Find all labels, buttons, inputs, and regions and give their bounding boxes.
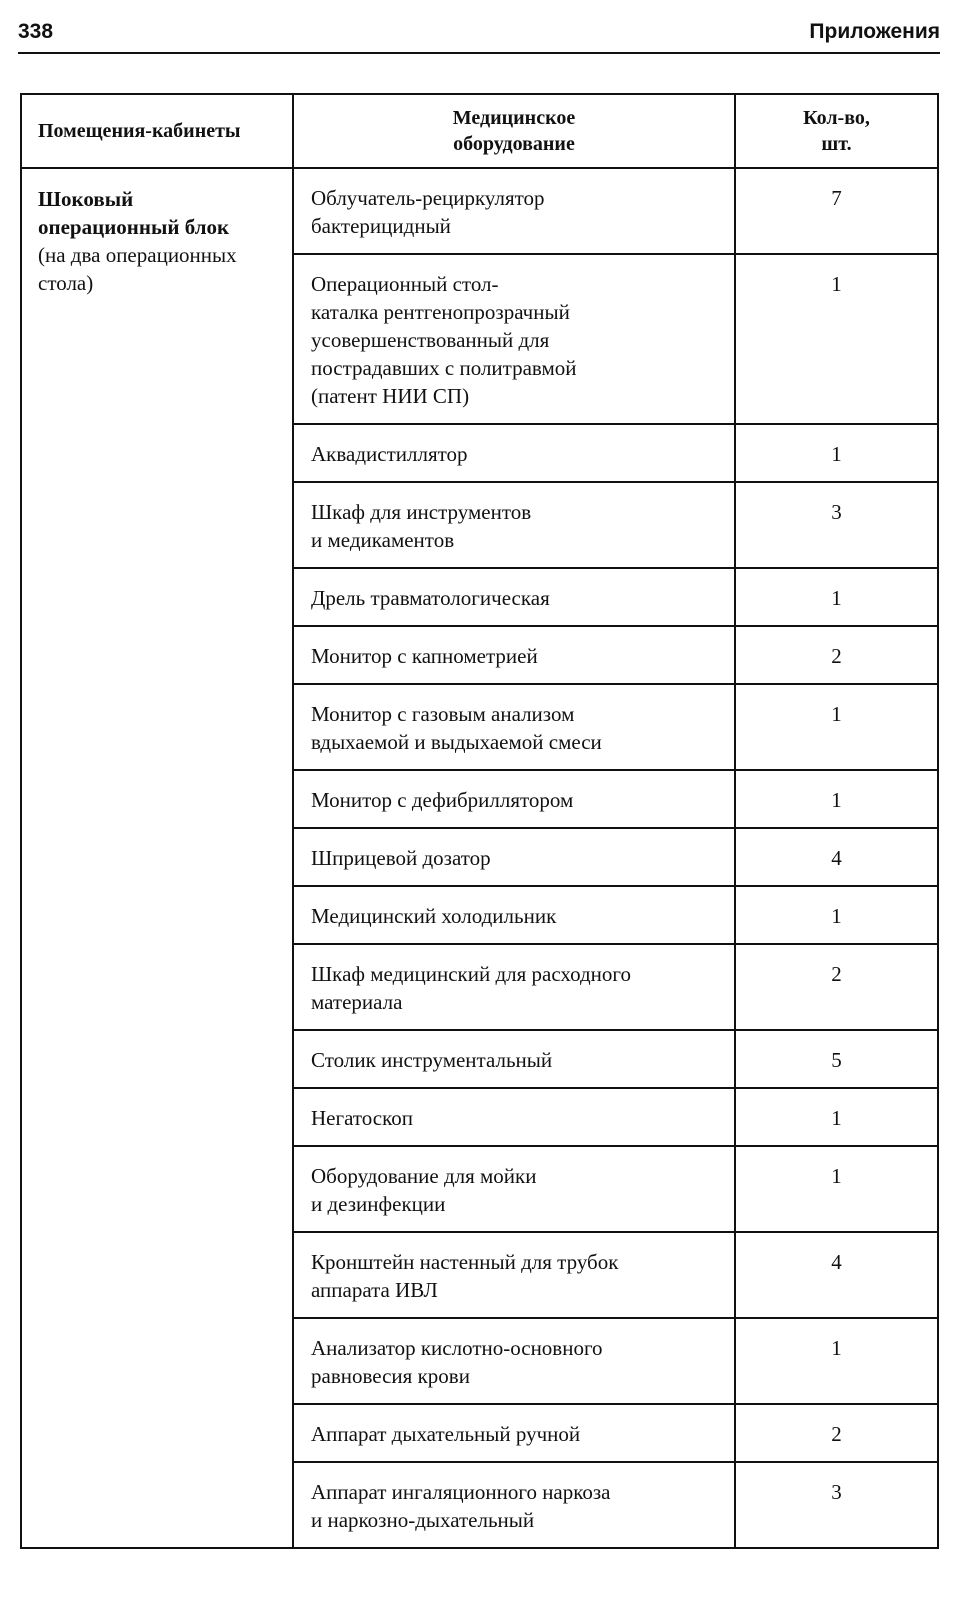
equipment-quantity: 2 xyxy=(735,626,938,684)
table-header-row xyxy=(21,94,938,168)
equipment-name: Операционный стол- каталка рентгенопрозрачный усовершенствованный для пострадавших с политравмой (патент НИИ СП) xyxy=(293,254,735,424)
table-body xyxy=(21,168,938,1548)
equipment-quantity: 2 xyxy=(735,1404,938,1462)
equipment-name: Медицинский холодильник xyxy=(293,886,735,944)
room-cell xyxy=(21,168,293,1548)
equipment-quantity: 4 xyxy=(735,1232,938,1318)
equipment-name: Шкаф медицинский для расходного материала xyxy=(293,944,735,1030)
room-name: Шоковый операционный блок xyxy=(38,187,230,239)
equipment-name: Шприцевой дозатор xyxy=(293,828,735,886)
equipment-name: Монитор с дефибриллятором xyxy=(293,770,735,828)
equipment-quantity: 1 xyxy=(735,254,938,424)
equipment-quantity: 4 xyxy=(735,828,938,886)
equipment-quantity: 1 xyxy=(735,770,938,828)
equipment-quantity: 7 xyxy=(735,168,938,254)
equipment-quantity: 1 xyxy=(735,1088,938,1146)
equipment-name: Столик инструментальный xyxy=(293,1030,735,1088)
equipment-table xyxy=(20,93,939,1549)
equipment-quantity: 1 xyxy=(735,886,938,944)
equipment-quantity: 1 xyxy=(735,1318,938,1404)
equipment-quantity: 1 xyxy=(735,684,938,770)
header-equipment: Медицинское оборудование xyxy=(293,94,735,168)
equipment-quantity: 1 xyxy=(735,424,938,482)
equipment-quantity: 1 xyxy=(735,568,938,626)
header-rooms: Помещения-кабинеты xyxy=(21,94,293,168)
equipment-name: Монитор с газовым анализом вдыхаемой и выдыхаемой смеси xyxy=(293,684,735,770)
equipment-name: Облучатель-рециркулятор бактерицидный xyxy=(293,168,735,254)
table-row xyxy=(21,168,938,254)
equipment-name: Оборудование для мойки и дезинфекции xyxy=(293,1146,735,1232)
section-title: Приложения xyxy=(809,20,940,43)
page-number: 338 xyxy=(18,20,54,43)
room-note: (на два операционных стола) xyxy=(38,243,237,295)
equipment-quantity: 3 xyxy=(735,482,938,568)
equipment-quantity: 1 xyxy=(735,1146,938,1232)
header-quantity: Кол-во, шт. xyxy=(735,94,938,168)
equipment-name: Негатоскоп xyxy=(293,1088,735,1146)
equipment-name: Анализатор кислотно-основного равновесия крови xyxy=(293,1318,735,1404)
equipment-name: Аппарат ингаляционного наркоза и наркозно-дыхательный xyxy=(293,1462,735,1548)
equipment-name: Дрель травматологическая xyxy=(293,568,735,626)
equipment-name: Шкаф для инструментов и медикаментов xyxy=(293,482,735,568)
equipment-name: Аппарат дыхательный ручной xyxy=(293,1404,735,1462)
equipment-name: Аквадистиллятор xyxy=(293,424,735,482)
equipment-name: Кронштейн настенный для трубок аппарата ИВЛ xyxy=(293,1232,735,1318)
running-head xyxy=(18,18,940,54)
equipment-quantity: 2 xyxy=(735,944,938,1030)
equipment-quantity: 5 xyxy=(735,1030,938,1088)
equipment-name: Монитор с капнометрией xyxy=(293,626,735,684)
equipment-quantity: 3 xyxy=(735,1462,938,1548)
